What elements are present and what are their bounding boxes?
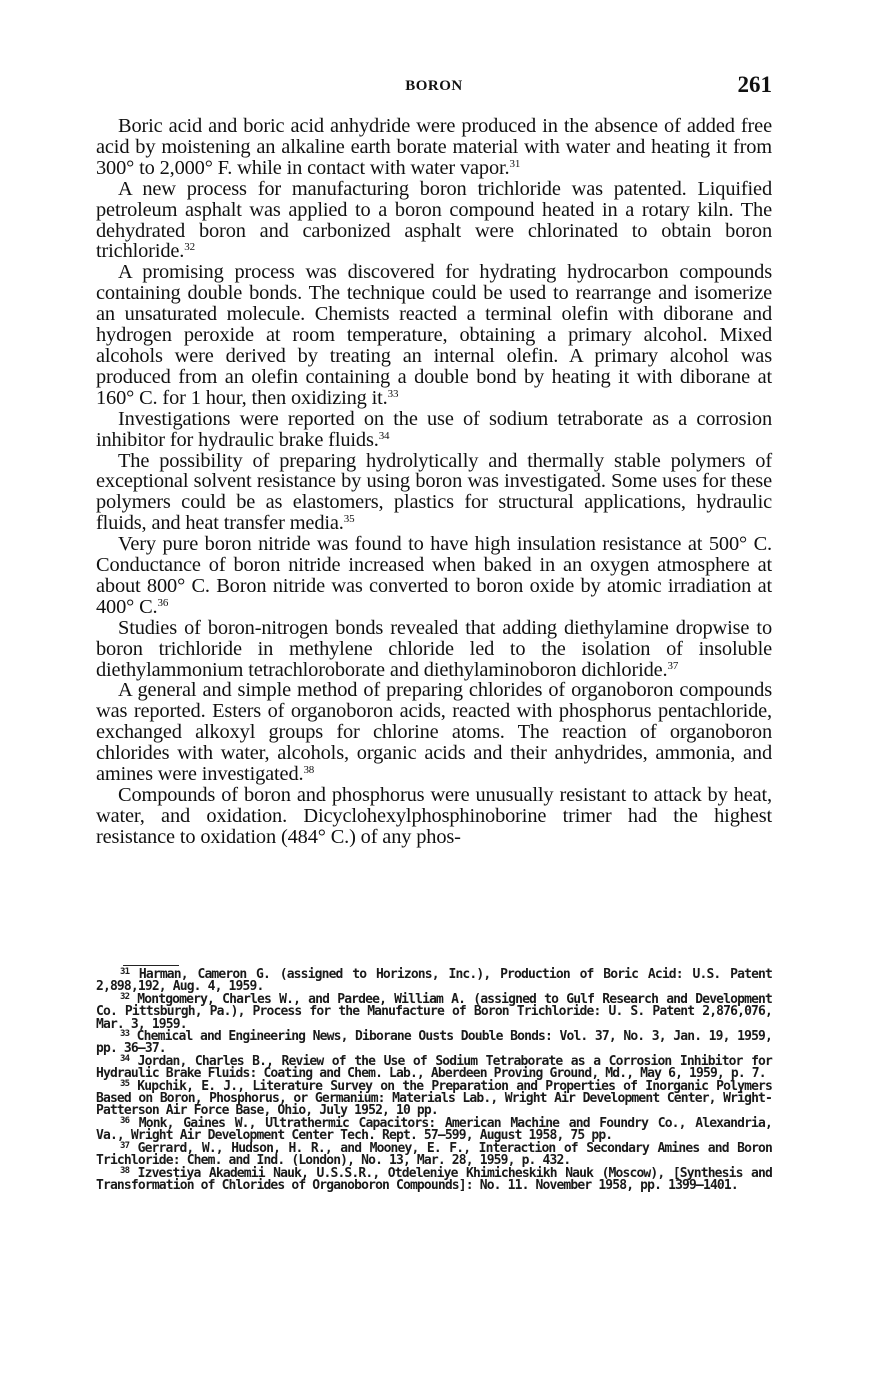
footnote xyxy=(96,969,772,994)
footnote xyxy=(96,1053,773,1082)
page-number: 261 xyxy=(737,72,772,97)
paragraph-text: A promising process was discovered for hydrating hydrocarbon compounds containing double bonds. The technique could be used to rearrange and isomerize an unsaturated molecule. Chemists reacted a terminal olefin with diborane and hydrogen peroxide at room temperature, obtaining a primary alcohol. Mixed alcohols were derived by treating an internal olefin. A primary alcohol was produced from an olefin containing a double bond by heating it with diborane at 160° C. for 1 hour, then oxidizing it. xyxy=(96,261,772,409)
footnote-number: 37 xyxy=(120,1140,130,1151)
footnote-text: Kupchik, E. J., Literature Survey on the Preparation and Properties of Inorganic Polymers Based on Boron, Phosphorus, or Germanium: Materials Lab., Wright Air Development Center, Wright-Patterson Air Force Base, Ohio, July 1952, 10 pp. xyxy=(96,1078,772,1119)
footnote-ref: 32 xyxy=(184,241,195,254)
paragraph xyxy=(96,785,772,848)
footnote xyxy=(96,1078,772,1119)
footnote-ref: 31 xyxy=(509,157,521,170)
paragraph xyxy=(96,262,772,408)
footnote-ref: 36 xyxy=(157,596,169,609)
footnote-ref: 38 xyxy=(303,764,315,777)
page-header xyxy=(96,74,772,102)
footnote-number: 33 xyxy=(120,1029,130,1040)
paragraph-text: Very pure boron nitride was found to have high insulation resistance at 500° C. Conductance of boron nitride increased when baked in an oxygen atmosphere at about 800° C. Boron nitride was converted to boron oxide by atomic irradiation at 400° C. xyxy=(96,533,772,618)
footnote-text: Jordan, Charles B., Review of the Use of Sodium Tetraborate as a Corrosion Inhibitor for Hydraulic Brake Fluids: Coating and Chem. Lab., Aberdeen Proving Ground, Md., May 6, 1959, p. 7. xyxy=(96,1053,773,1082)
footnote-number: 34 xyxy=(120,1053,130,1064)
paragraph xyxy=(96,116,772,179)
footnote-number: 35 xyxy=(120,1078,130,1089)
footnote-text: Monk, Gaines W., Ultrathermic Capacitors: American Machine and Foundry Co., Alexandria, Va., Wright Air Development Center Tech. Rept. 57–599, August 1958, 75 pp. xyxy=(96,1115,772,1144)
footnotes xyxy=(96,969,772,1192)
running-head: BORON xyxy=(405,78,463,94)
paragraph xyxy=(96,409,772,451)
paragraph-text: Compounds of boron and phosphorus were unusually resistant to attack by heat, water, and oxidation. Dicyclohexylphosphinoborine trimer had the highest resistance to oxidation (484° C.) of any phos- xyxy=(96,784,772,848)
footnote-text: Chemical and Engineering News, Diborane Ousts Double Bonds: Vol. 37, No. 3, Jan. 19, 1959, pp. 36–37. xyxy=(96,1029,772,1057)
paragraph-text: A general and simple method of preparing chlorides of organoboron compounds was reported. Esters of organoboron acids, reacted with phosphorus pentachloride, exchanged alkoxyl groups for chlorine atoms. The reaction of organoboron chlorides with water, alcohols, organic acids and their anhydrides, ammonia, and amines were investigated. xyxy=(96,679,772,786)
footnote-number: 32 xyxy=(120,991,130,1002)
paragraph xyxy=(96,680,772,785)
footnote-number: 31 xyxy=(120,967,130,977)
footnote xyxy=(96,1031,772,1056)
footnote-text: Gerrard, W., Hudson, H. R., and Mooney, E. F., Interaction of Secondary Amines and Boron Trichloride: Chem. and Ind. (London), No. 13, Mar. 28, 1959, p. 432. xyxy=(96,1140,773,1169)
paragraph-text: Investigations were reported on the use of sodium tetraborate as a corrosion inhibitor for hydraulic brake fluids. xyxy=(96,407,772,451)
footnote xyxy=(96,991,772,1032)
paragraph-text: Boric acid and boric acid anhydride were produced in the absence of added free acid by moistening an alkaline earth borate material with water and heating it from 300° to 2,000° F. while in contact with water vapor. xyxy=(96,115,772,179)
footnote-ref: 34 xyxy=(378,429,390,442)
footnote-number: 36 xyxy=(120,1115,130,1126)
footnote-text: Montgomery, Charles W., and Pardee, William A. (assigned to Gulf Research and Development Co. Pittsburgh, Pa.), Process for the Manufacture of Boron Trichloride: U. S. Patent 2,876,076, Mar. 3, 1959. xyxy=(96,991,772,1032)
paragraph-text: The possibility of preparing hydrolytically and thermally stable polymers of exceptional solvent resistance by using boron was investigated. Some uses for these polymers could be as elastomers, plastics for structural applications, hydraulic fluids, and heat transfer media. xyxy=(96,449,772,535)
body-text xyxy=(96,116,772,848)
paragraph xyxy=(96,534,772,618)
footnote-ref: 35 xyxy=(343,513,355,526)
paragraph xyxy=(96,451,772,535)
paragraph-text: A new process for manufacturing boron trichloride was patented. Liquified petroleum asphalt was applied to a boron compound heated in a rotary kiln. The dehydrated boron and carbonized asphalt were chlorinated to obtain boron trichloride. xyxy=(96,177,772,263)
paragraph xyxy=(96,179,772,263)
footnote xyxy=(96,1140,773,1169)
footnote-divider xyxy=(123,965,179,966)
footnote xyxy=(96,1115,772,1144)
footnote-ref: 37 xyxy=(667,659,679,672)
paragraph-text: Studies of boron-nitrogen bonds revealed that adding diethylamine dropwise to boron trichloride in methylene chloride led to the isolation of insoluble diethylammonium tetrachloroborate and diethylaminoboron dichloride. xyxy=(96,616,772,681)
footnote-text: Izvestiya Akademii Nauk, U.S.S.R., Otdeleniye Khimicheskikh Nauk (Moscow), [Synthesis and Transformation of Chlorides of Organoboron Compounds]: No. 11. November 1958, pp. 1399–1401. xyxy=(96,1165,772,1193)
footnote-text: Harman, Cameron G. (assigned to Horizons, Inc.), Production of Boric Acid: U.S. Patent 2,898,192, Aug. 4, 1959. xyxy=(96,967,772,995)
footnote-number: 38 xyxy=(120,1165,130,1176)
paragraph xyxy=(96,618,772,681)
footnote-ref: 33 xyxy=(387,387,399,400)
footnote xyxy=(96,1165,772,1193)
